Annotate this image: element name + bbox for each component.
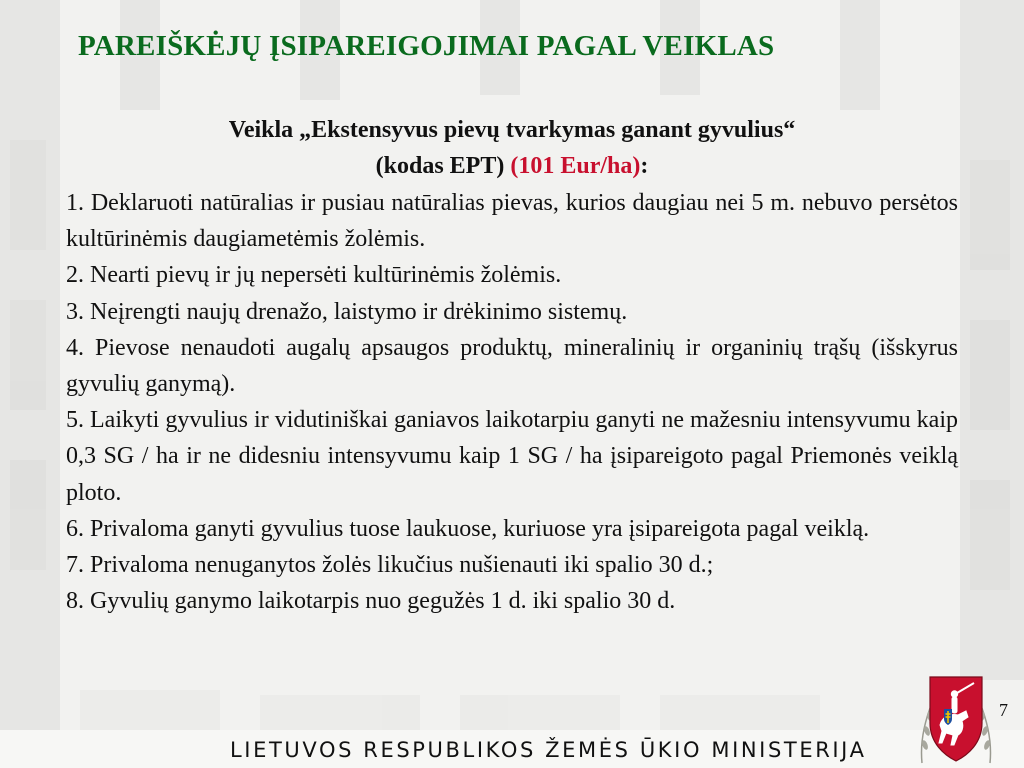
page-number: 7 xyxy=(999,700,1008,720)
list-item: 8. Gyvulių ganymo laikotarpis nuo gegužės 1 d. iki spalio 30 d. xyxy=(66,588,676,615)
list-item: 1. Deklaruoti natūralias ir pusiau natūralias pievas, kurios daugiau nei 5 m. nebuvo persėtos kultūrinėmis daugiametėmis žolėmis. xyxy=(66,190,958,253)
list-item: 4. Pievose nenaudoti augalų apsaugos produktų, mineralinių ir organinių trąšų (išskyrus gyvulių ganymą). xyxy=(66,334,958,398)
list-item: 6. Privaloma ganyti gyvulius tuose laukuose, kuriuose yra įsipareigota pagal veiklą. xyxy=(66,515,870,542)
list-item: 3. Neįrengti naujų drenažo, laistymo ir drėkinimo sistemų. xyxy=(66,298,628,325)
activity-price: (101 Eur/ha) xyxy=(510,153,641,179)
list-item: 7. Privaloma nenuganytos žolės likučius nušienauti iki spalio 30 d.; xyxy=(66,552,714,579)
activity-colon: : xyxy=(640,153,649,179)
activity-code: (kodas EPT) xyxy=(375,153,511,179)
activity-subtitle xyxy=(66,112,958,184)
footer-ministry-name: LIETUVOS RESPUBLIKOS ŽEMĖS ŪKIO MINISTERIJA xyxy=(230,738,867,762)
list-item: 5. Laikyti gyvulius ir vidutiniškai ganiavos laikotarpiu ganyti ne mažesniu intensyvumu kaip 0,3 SG / ha ir ne didesniu intensyvumu kaip 1 SG / ha įsipareigoto pagal Priemonės veiklą ploto. xyxy=(66,407,958,506)
activity-name: Veikla „Ekstensyvus pievų tvarkymas ganant gyvulius“ xyxy=(228,117,796,143)
activity-code-line xyxy=(66,148,958,184)
list-item: 2. Nearti pievų ir jų nepersėti kultūrinėmis žolėmis. xyxy=(66,262,562,289)
slide-title: PAREIŠKĖJŲ ĮSIPAREIGOJIMAI PAGAL VEIKLAS xyxy=(78,30,775,62)
vytis-coat-of-arms-icon xyxy=(918,673,994,765)
commitments-list xyxy=(66,185,958,619)
